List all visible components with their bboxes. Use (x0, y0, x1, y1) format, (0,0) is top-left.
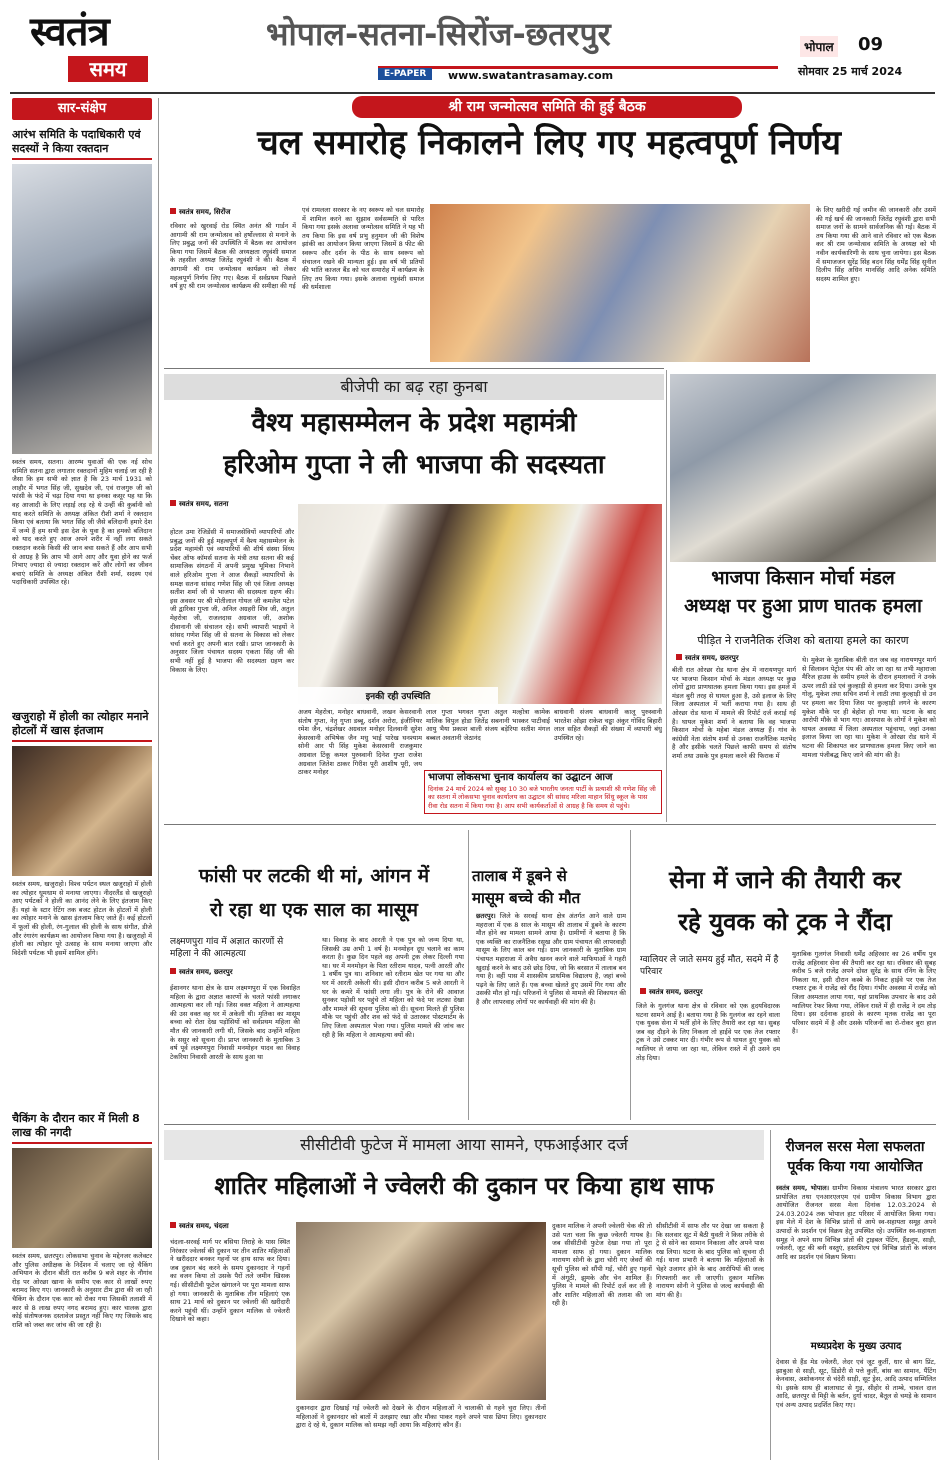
epaper-strip (378, 66, 778, 82)
story6-headline2: रहे युवक को ट्रक ने रौंदा (678, 908, 892, 936)
masthead (0, 0, 945, 92)
story1-col2: एवं रामलला सरकार के नए स्वरूप को चल समारोह में शामिल करने का सुझाव सर्वसम्मति से पारित किया गया इसके अलावा जन्मोत्सव समिति ने यह भी तय किया कि इस वर्ष प्रभु हनुमान जी की विशेष झांकी का आयोजन किया जाएगा जिसमें 8 फीट की स्वरूप और दर्शन के पीठ के साथ स्वरूप को संचालन रखने की मान्यता हुई। इस वर्ष भी प्रतियों की भांति काजल बैंड को चल समारोह में कार्यक्रम के लिए तय किया गया। इसके अलावा रघुवंशी समाज की धर्मशाला (302, 206, 424, 292)
story4-headline2: रो रहा था एक साल का मासूम (210, 899, 418, 921)
story4-byline: स्वतंत्र समय, छतरपुर (170, 968, 233, 977)
page-date: सोमवार 25 मार्च 2024 (798, 65, 903, 78)
sidebar (12, 98, 152, 1460)
sidebar-item1-headline: आरंभ समिति के पदाधिकारी एवं सदस्यों ने किया रक्तदान (12, 128, 152, 160)
story1-col1: रविवार को खुरवाई रोड स्थित अनंत श्री गार्डन में आगामी श्री राम जन्मोत्सव को हर्षोल्लास से मनाने के लिए प्रबुद्ध जनों की उपस्थिति में बैठक का आयोजन किया गया जिसमें बैठक की अध्यक्षता रघुवंशी समाज के तहसील अध्यक्ष जितेंद्र रघुवंशी ने की। बैठक में आगामी श्री राम जन्मोत्सव कार्यक्रम को लेकर महत्वपूर्ण निर्णय लिए गए। बैठक में सर्वप्रथम पिछले वर्ष हुए श्री राम जन्मोत्सव कार्यक्रम की समीक्षा की गई (170, 222, 296, 291)
story2-col4: बाधवानी संजय बाधवानी कालू पुरुस्वानी भारतेश ओझा राकेश चड्ढा अंकुर गोविंद बिहारी लाल सहित सैकड़ों की संख्या में व्यापारी बंधु उपस्थित रहे। (554, 708, 662, 742)
story4-deck: लक्ष्मणपुरा गांव में अज्ञात कारणों से महिला ने की आत्महत्या (170, 937, 284, 959)
story2-photo-caption: इनकी रही उपस्थिति (298, 687, 498, 704)
story3-photo (670, 374, 936, 562)
story7-byline: स्वतंत्र समय, चंदला (170, 1222, 229, 1231)
sidebar-label: सार-संक्षेप (12, 98, 152, 120)
story3-col2: थे। मुकेश के मुताबिक बीती रात जब वह नारायणपुर मार्ग से सिलावन पेट्रोल पंप की ओर जा रहा था तभी महाराजा मैरिज हाउस के समीप हमले के दौरान हमलावरों ने उनके ऊपर लाठी डंडे एवं कुल्हाड़ी से हमला कर दिया। उनके पुत्र गोलू, मुकेश तथा सचिन शर्मा ने लाठी तथा कुल्हाड़ी से उन पर हमला कर दिया जिस पर कुल्हाड़ी लगने के कारण मुकेश मौके पर ही बेहोश हो गया था। घटना के बाद आरोपी मौके से भाग गए। आसपास के लोगों ने मुकेश को घायल अवस्था में जिला अस्पताल पहुंचाया, जहां उनका इलाज किया जा रहा था। मुकेश ने ओरछा रोड थाने में घटना की शिकायत कर प्राणघातक हमला किए जाने का मामला पंजीबद्ध किए जाने की मांग की है। (802, 656, 936, 759)
story7-col4: सीसीटीवी में साफ तौर पर देखा जा सकता है कि सलवार सूट में बैठी युवती ने किस तरीके से ट्रे से सोने का सामान निकाला और अपने पास रख लिया। घटना के बाद पुलिस को सूचना दी गई। थाना प्रभारी ने बताया कि महिलाओं के चेहरे उजागर होने के बाद आरोपियों की जल्द गिरफ्तारी कर ली जाएगी। दुकान मालिक नारायण सोनी ने पुलिस से जल्द कार्यवाही की मांग की है। (656, 1222, 764, 1299)
story3-byline: स्वतंत्र समय, छतरपुर (676, 654, 739, 663)
story8-headline2: पूर्वक किया गया आयोजित (787, 1159, 923, 1175)
sidebar-item3-body: स्वतंत्र समय, छतरपुर। लोकसभा चुनाव के मद्देनजर कलेक्टर और पुलिस अधीक्षक के निर्देशन में चलाए जा रहे चैकिंग अभियान के दौरान बीती रात करीब 9 बजे शहर के नौगांव रोड़ पर ओरछा खाना के समीप एक कार से लाखों रुपए बरामद किए गए। जानकारी के अनुसार टीम द्वारा की जा रही चैकिंग के दौरान एक कार को रोका गया जिसकी तलाशी में कार से 8 लाख रुपए नगद बरामद हुए। कार चालक द्वारा कोई संतोषजनक दस्तावेज प्रस्तुत नहीं किए गए जिसके बाद राशि को जब्त कर जांच की जा रही है। (12, 1252, 152, 1329)
story3-col1: बीती रात ओरछा रोड थाना क्षेत्र में नारायणपुर मार्ग पर भाजपा किसान मोर्चा के मंडल अध्यक्ष पर कुछ लोगों द्वारा प्राणघातक हमला किया गया। इस हमले में मंडल बुरी तरह से घायल हुआ है, उसे इलाज के लिए जिला अस्पताल में भर्ती कराया गया है। साथ ही ओरछा रोड थाना में मामले की रिपोर्ट दर्ज कराई गई है। घायल मुकेश शर्मा ने बताया कि वह भाजपा किसान मोर्चा के महेबा मंडल अध्यक्ष हैं। गांव के कांग्रेसी नेता संतोष शर्मा से उनका राजनैतिक मतभेद है और इसीके चलते पिछले काफी समय से संतोष शर्मा तथा उसके पुत्र हमला करने की फिराक में (672, 666, 796, 760)
edition-name: भोपाल (800, 36, 838, 57)
story5-body (476, 912, 626, 1114)
story7-col2: दुकानदार द्वारा दिखाई गई ज्वेलरी को देखने के दौरान महिलाओं ने चालाकी से गहने चुरा लिए। तीनों महिलाओं ने दुकानदार को बातों में उलझाए रखा और मौका पाकर गहने अपने पास छिपा लिए। दुकानदार द्वारा दे रहे थे, दुकान मालिक को समझ नहीं आया कि महिलाएं कौन हैं। (296, 1404, 546, 1430)
story6-headline1: सेना में जाने की तैयारी कर (669, 866, 901, 894)
sidebar-item3-headline: चैकिंग के दौरान कार में मिली 8 लाख की नगदी (12, 1112, 152, 1144)
story4-headline1: फांसी पर लटकी थी मां, आंगन में (198, 865, 430, 887)
story8-body2: देवास से हैंड मेड ज्वेलरी, लेदर एवं जूट कुर्ती, धार से बाग प्रिंट, झाबुआ से साड़ी, सूट, डिंडोरी से पत्ते कुर्ती, बांस का सामान, पैंटिंग केनवास, अशोकनगर से चंदेरी साड़ी, सूट ड्रेस, आदि उत्पाद सम्मिलित थे। इसके साथ ही बालाघाट से गुड़, सीहोर से ताम्बे, चावल दाल आदि, छतरपुर से मिट्टी के बर्तन, दुर्गा चादर, बैतूल से चमड़े के सामान एवं अन्य उत्पाद प्रदर्शित किए गए। (776, 1358, 936, 1409)
edition-box (798, 34, 918, 84)
story2-body: होटल उमा रेजिडेंसी में समाजसेवियों व्यापारियों और प्रबुद्ध जनों की हुई महत्वपूर्ण में वैश्य महासम्मेलन के प्रदेश महामंत्री एवं व्यापारियों की शीर्ष संस्था विंध्य चेंबर ऑफ कॉमर्स सतना के मंत्री तथा सतना की कई सामाजिक संगठनों में अपनी प्रमुख भूमिका निभाने वाले हरिओम गुप्ता ने आज सैकड़ों व्यापारियों के समक्ष सतना सांसद गणेश सिंह जी एवं जिला अध्यक्ष सतीश शर्मा जी से भाजपा की सदस्यता ग्रहण की। इस अवसर पर श्री मोतीलाल गोयल जी कमलेश पटेल जी द्वारिका गुप्ता जी, अनिल अग्रहरी शिव जी, अतुल मेहरोत्रा जी, राजलदास अग्रवाल जी, अशोक दीवानानी जी संचालन रहे। सभी व्यापारी भाइयों ने सांसद गणेश सिंह जी से सतना के विकास को लेकर चर्चा करते हुए अपनी बात रखी। प्राप्त जानकारी के अनुसार जिला पंचायत सदस्य एकता सिंह जी की सभी नहीं हुई है भाजपा की सदस्यता ग्रहण कर विकास के लिए। (170, 528, 294, 674)
story3-deck: पीड़ित ने राजनैतिक रंजिश को बताया हमले का कारण (697, 634, 909, 647)
story8-headline1: रीजनल सरस मेला सफलता (785, 1139, 925, 1155)
story4-col1: ईशानगर थाना क्षेत्र के ग्राम लक्ष्मणपुरा में एक विवाहित महिला के द्वारा अज्ञात कारणों के चलते फांसी लगाकर आत्महत्या कर ली गई। जिस वक्त महिला ने आत्महत्या की उस वक्त वह घर में अकेली थी। मृतिका का मासूम बच्चा को रोता देख पड़ोसियों को सर्वप्रथम महिला की मौत की जानकारी लगी थी, जिसके बाद उन्होंने महिला के ससुर को सूचना दी। प्राप्त जानकारी के मुताबिक 3 वर्ष पूर्व लक्ष्मणपुरा निवासी मनमोहन यादव का विवाह टेकरिया निवासी आरती के साथ हुआ था (170, 984, 300, 1061)
logo (30, 10, 160, 86)
story2-byline: स्वतंत्र समय, सतना (170, 500, 228, 509)
story5-byline: छतरपुर। (476, 912, 496, 920)
story5-headline2: मासूम बच्चे की मौत (472, 889, 581, 907)
website-link[interactable]: www.swatantrasamay.com (448, 69, 614, 82)
story2-headline2: हरिओम गुप्ता ने ली भाजपा की सदस्यता (223, 450, 605, 480)
story8-body (776, 1184, 936, 1336)
masthead-cities: भोपाल-सतना-सिरोंज-छतरपुर (266, 15, 611, 53)
story6-byline: स्वतंत्र समय, छतरपुर (640, 988, 703, 997)
story7-kicker: सीसीटीवी फुटेज में मामला आया सामने, एफआईआर दर्ज (164, 1130, 764, 1160)
story2-col3: लाल गुप्ता भगवत गुप्ता अतुल मल्होत्रा कामेक मालिक विपुल होडा जितेंद्र सबनानी भास्कर पाटीवाई आयु भैया प्रकाश बाली संजय बड़ेरिया सतीश मंगल बब्बल अवतानी जेठानंद (426, 708, 550, 742)
story3-headline1: भाजपा किसान मोर्चा मंडल (711, 567, 895, 589)
story2-photo (298, 504, 662, 704)
story7-headline: शातिर महिलाओं ने ज्वेलरी की दुकान पर किया हाथ साफ (214, 1172, 714, 1200)
story8-byline: स्वतंत्र समय, भोपाल। (776, 1184, 830, 1192)
story6-col2: मुताबिक गुलगंज निवासी धर्मेंद्र अहिरवार का 26 वर्षीय पुत्र राजेंद्र अहिरवार सेना की तैयारी कर रहा था। रविवार की सुबह करीब 5 बजे राजेंद्र अपने दोस्त सुरेंद्र के साथ रनिंग के लिए निकला था, इसी दौरान कस्बे के निकट हाईवे पर एक तेज रफ्तार ट्रक ने राजेंद्र को रौंद दिया। गंभीर अवस्था में राजेंद्र को जिला अस्पताल लाया गया, यहां प्राथमिक उपचार के बाद उसे ग्वालियर रेफर किया गया, लेकिन रास्ते में ही राजेंद्र ने दम तोड़ दिया। इस दर्दनाक हादसे के कारण मृतक राजेंद्र का पूरा परिवार सदमे में है और उसके परिजनों का रो-रोकर बुरा हाल है। (792, 950, 936, 1036)
story6-deck: ग्वालियर ले जाते समय हुई मौत, सदमे में है परिवार (640, 955, 779, 977)
story5-body-text: जिले के सरवई थाना क्षेत्र अंतर्गत आने वाले ग्राम महराजा में एक 8 साल के मासूम की तालाब में डूबने के कारण मौत होने का मामला सामने आया है। ग्रामीणों ने बताया है कि एक व्यक्ति का राजनैतिक रसूख और ग्राम पंचायत की लापरवाही मासूम के लिए काल बन गई। ग्राम जानकारी के मुताबिक ग्राम पंचायत महाराजा में अवैध खनन करने वाले माफियाओं ने गहरी खुदाई करने के बाद उसे छोड़ दिया, जो कि बरसात में तालाब बन गया है। वहीं पास में शासकीय प्राथमिक विद्यालय है, जहां बच्चे पढ़ने के लिए जाते हैं। एक बच्चा खेलते हुए उसमें गिर गया और उसकी मौत हो गई। परिजनों ने पुलिस से मामले की शिकायत की है और लापरवाह लोगों पर कार्यवाही की मांग की है। (476, 912, 626, 1006)
notice-headline: भाजपा लोकसभा चुनाव कार्यालय का उद्घाटन आज (428, 772, 613, 783)
story1-headline: चल समारोह निकालने लिए गए महत्वपूर्ण निर्णय (257, 123, 841, 163)
sidebar-item1-body: स्वतंत्र समय, सतना। आरम्भ युवाओं की एक नई सोच समिति सतना द्वारा लगातार रक्तदानों मुहिम चलाई जा रही है जैसा कि हम सभी को ज्ञात है कि 23 मार्च 1931 को लाहौर में भगत सिंह जी, सुखदेव जी, एवं राजगुरु जी को फांसी के फंदे में चढ़ा दिया गया था इनका कसूर यह था कि वह आजादी के लिए लड़ाई लड़ रहे थे उन्हीं की कुर्बानी को याद करते समिति के अध्यक्ष अंकित रौशी शर्मा ने रक्तदान किया एवं बताया कि भगत सिंह जी जैसे बलिदानी हमारे देश में जन्मे हैं हम सभी इस देश के युवा है का हमको बलिदान को याद करते हुए आज अपने शरीर में नहीं लगा सकते रक्तदान करके किसी की जान बचा सकते हैं और आप सभी से आग्रह है कि आप भी आगे आए और युवा होने का फर्ज निभाए ज्यादा से ज्यादा रक्तदान करें और लोगों का जीवन बचाएं समिति के अध्यक्ष अंकित रौशी शर्मा, सदस्य एवं पदाधिकारी उपस्थित रहे। (12, 458, 152, 587)
story1-col3: के लिए खरीदी गई जमीन की जानकारी और उसमें की गई खर्च की जानकारी जितेंद्र रघुवंशी द्वारा सभी समाज जनों के सामने सार्वजनिक की गई। बैठक में तय किया गया की आने वाले रविवार को एक बैठक कर श्री राम जन्मोत्सव समिति के अध्यक्ष को भी नवीन कार्यकारिणी के साथ चुना जायेगा। इस बैठक में समाजजन सुरेंद्र सिंह बदन सिंह धर्मेंद्र सिंह सुनील दिलीप सिंह अधिन मानसिंह आदि अनेक समिति सदस्य शामिल हुए। (816, 206, 936, 283)
story1-kicker: श्री राम जन्मोत्सव समिति की हुई बैठक (352, 96, 742, 118)
sidebar-item3-photo (12, 1148, 152, 1248)
story7-photo (296, 1222, 546, 1400)
story7-col3: दुकान मालिक ने अपनी ज्वेलरी चेक की तो उसे पता चला कि कुछ ज्वेलरी गायब है। जब सीसीटीवी फुटेज देखा गया तो पूरा मामला साफ हो गया। दुकान मालिक नारायण सोनी के द्वारा चोरी गए जेवरों की सूची पुलिस को सौंपी गई, चोरी हुए गहनों में अंगूठी, झुमके और चेन शामिल हैं। पुलिस ने मामले की रिपोर्ट दर्ज कर ली है और शातिर महिलाओं की तलाश की जा रही है। (552, 1222, 652, 1308)
story3-headline2: अध्यक्ष पर हुआ प्राण घातक हमला (684, 595, 922, 617)
story2-kicker: बीजेपी का बढ़ रहा कुनबा (164, 374, 664, 400)
story8-subhead: मध्यप्रदेश के मुख्य उत्पाद (810, 1341, 902, 1352)
story1-byline: स्वतंत्र समय, सिरोंज (170, 208, 230, 217)
sidebar-item2-body: स्वतंत्र समय, खजुराहो। विश्व पर्यटन स्थल खजुराहो में होली का त्योहार धूमधाम से मनाया जाएगा। नीदरलैंड से खजुराहो आए पर्यटकों ने होली का आनंद लेने के लिए इंतजाम किए हैं। यहां के स्टार रेटिंग तक बजट होटल के होटलों में होली का त्योहार मनाने के खास इंतजाम किए जाते हैं। कई होटलों में फूलों की होली, रंग-गुलाल की होली के साथ संगीत, डीजे और रंगारंग कार्यक्रम का आयोजन किया गया है। खजुराहो में होली का त्योहार पूरे उत्साह के साथ मनाया जाएगा और विदेशी पर्यटक भी इसमें शामिल होंगे। (12, 880, 152, 957)
epaper-label: E-PAPER (378, 68, 432, 80)
story1-photo (430, 204, 810, 362)
logo-top: स्वतंत्र (30, 9, 109, 55)
story4-col2: था। विवाह के बाद आरती ने एक पुत्र को जन्म दिया था, जिसकी उम्र अभी 1 वर्ष है। मनमोहन दूध चलाने का काम करता है। कुछ दिन पहले वह अपनी ट्रक लेकर दिल्ली गया था। घर में मनमोहन के पिता रतीराम यादव, पत्नी आरती और 1 वर्षीय पुत्र था। शनिवार को रतीराम खेत पर गया था और घर में आरती अकेली थी। इसी दौरान करीब 5 बजे आरती ने घर के कमरे में फांसी लगा ली। पुत्र के रोने की आवाज सुनकर पड़ोसी घर पहुंचे तो महिला को फंदे पर लटका देखा और मामले की सूचना पुलिस को दी। सूचना मिलते ही पुलिस मौके पर पहुंची और शव को फंदे से उतारकर पोस्टमार्टम के लिए जिला अस्पताल भेजा गया। पुलिस मामले की जांच कर रही है कि महिला ने आत्महत्या क्यों की। (322, 936, 464, 1039)
story2-col2: अजय मेहरोत्रा, मनोहर बाधवानी, लखन केसरवानी संतोष गुप्ता, नेतृ गुप्ता डब्बू, दर्शन अरोरा, इंजीनियर रमेश जैन, चंद्रशेखर अग्रवाल मनोहर दिलवानी सुरेश केसरवानी अभिषेक जैन मधु भाई पारेख घनश्याम सोनी आर पी सिंह मुकेश केसरवानी राजकुमार अग्रवाल टिंकू कमल पुरुस्वानी दिनेश गुप्ता राजेश अग्रवाल जितेश ठाकर गिरीश पूरी आशीष पूरी, जय ठाकर मनोहर (298, 708, 422, 777)
page-number: 09 (858, 34, 884, 55)
story6-col1: जिले के गुलगंज थाना क्षेत्र से रविवार को एक हृदयविदारक घटना सामने आई है। बताया गया है कि गुलगंज का रहने वाला एक युवक सेना में भर्ती होने के लिए तैयारी कर रहा था। सुबह जब वह दौड़ने के लिए निकला तो हाईवे पर एक तेज रफ्तार ट्रक ने उसे टक्कर मार दी। गंभीर रूप से घायल हुए युवक को ग्वालियर ले जाया जा रहा था, लेकिन रास्ते में ही उसने दम तोड़ दिया। (636, 1002, 780, 1062)
sidebar-item1-photo (12, 164, 152, 454)
notice-body: दिनांक 24 मार्च 2024 को सुबह 10 30 बजे भारतीय जनता पार्टी के प्रत्याशी श्री गणेश सिंह जी का सतना में लोकसभा चुनाव कार्यालय का उद्घाटन श्री सांसद मरिजा माहान सिंधु स्कूल के पास रीवा रोड सतना में किया गया है। आप सभी कार्यकर्ताओं से आग्रह है कि समय से पहुंचे। (428, 785, 656, 810)
sidebar-item2-headline: खजुराहो में होली का त्योहार मनाने होटलों में खास इंतजाम (12, 710, 152, 742)
story8-body-text: ग्रामीण विकास मंत्रालय भारत सरकार द्वारा प्रायोजित तथा एनआरएलएम एवं ग्रामीण विकास विभाग द्वारा आयोजित रीजनल सरस मेला दिनांक 12.03.2024 से 24.03.2024 तक भोपाल हाट परिसर में आयोजित किया गया। इस मेले में देश के विभिन्न प्रांतों से आये स्व-सहायता समूह अपने उत्पादों के प्रदर्शन एवं विक्रय हेतु उपस्थित रहे। उपस्थित स्व-सहायता समूह ने अपने साथ विभिन्न प्रांतों की ट्राइबल पेंटिंग, हैंडलूम, साड़ी, ज्वेलरी, जूट की बनी वस्तुएं, हस्तशिल्प एवं विभिन्न प्रांतों के व्यंजन आदि का प्रदर्शन एवं विक्रय किया। (776, 1184, 936, 1261)
story5-headline1: तालाब में डूबने से (472, 867, 567, 885)
story7-col1: चंदला-सरवई मार्ग पर बसिया तिराहे के पास स्थित निरंकार ज्वेलर्स की दुकान पर तीन शातिर महिलाओं ने खरीददार बनकर गहनों पर हाथ साफ कर दिया। जब दुकान बंद करने के समय दुकानदार ने गहनों का वजन किया तो उसके पैरों तले जमीन खिसक गई। सीसीटीवी फुटेज खंगालने पर पूरा मामला साफ हो गया। जानकारी के मुताबिक तीन महिलाएं एक साथ 21 मार्च को दुकान पर ज्वेलरी की खरीदारी करने पहुंची थीं। उन्होंने दुकान मालिक से ज्वेलरी दिखाने को कहा। (170, 1238, 290, 1324)
sidebar-item2-photo (12, 746, 152, 876)
notice-box (424, 770, 662, 814)
story2-headline1: वैश्य महासम्मेलन के प्रदेश महामंत्री (251, 408, 577, 438)
logo-bottom: समय (68, 56, 148, 82)
